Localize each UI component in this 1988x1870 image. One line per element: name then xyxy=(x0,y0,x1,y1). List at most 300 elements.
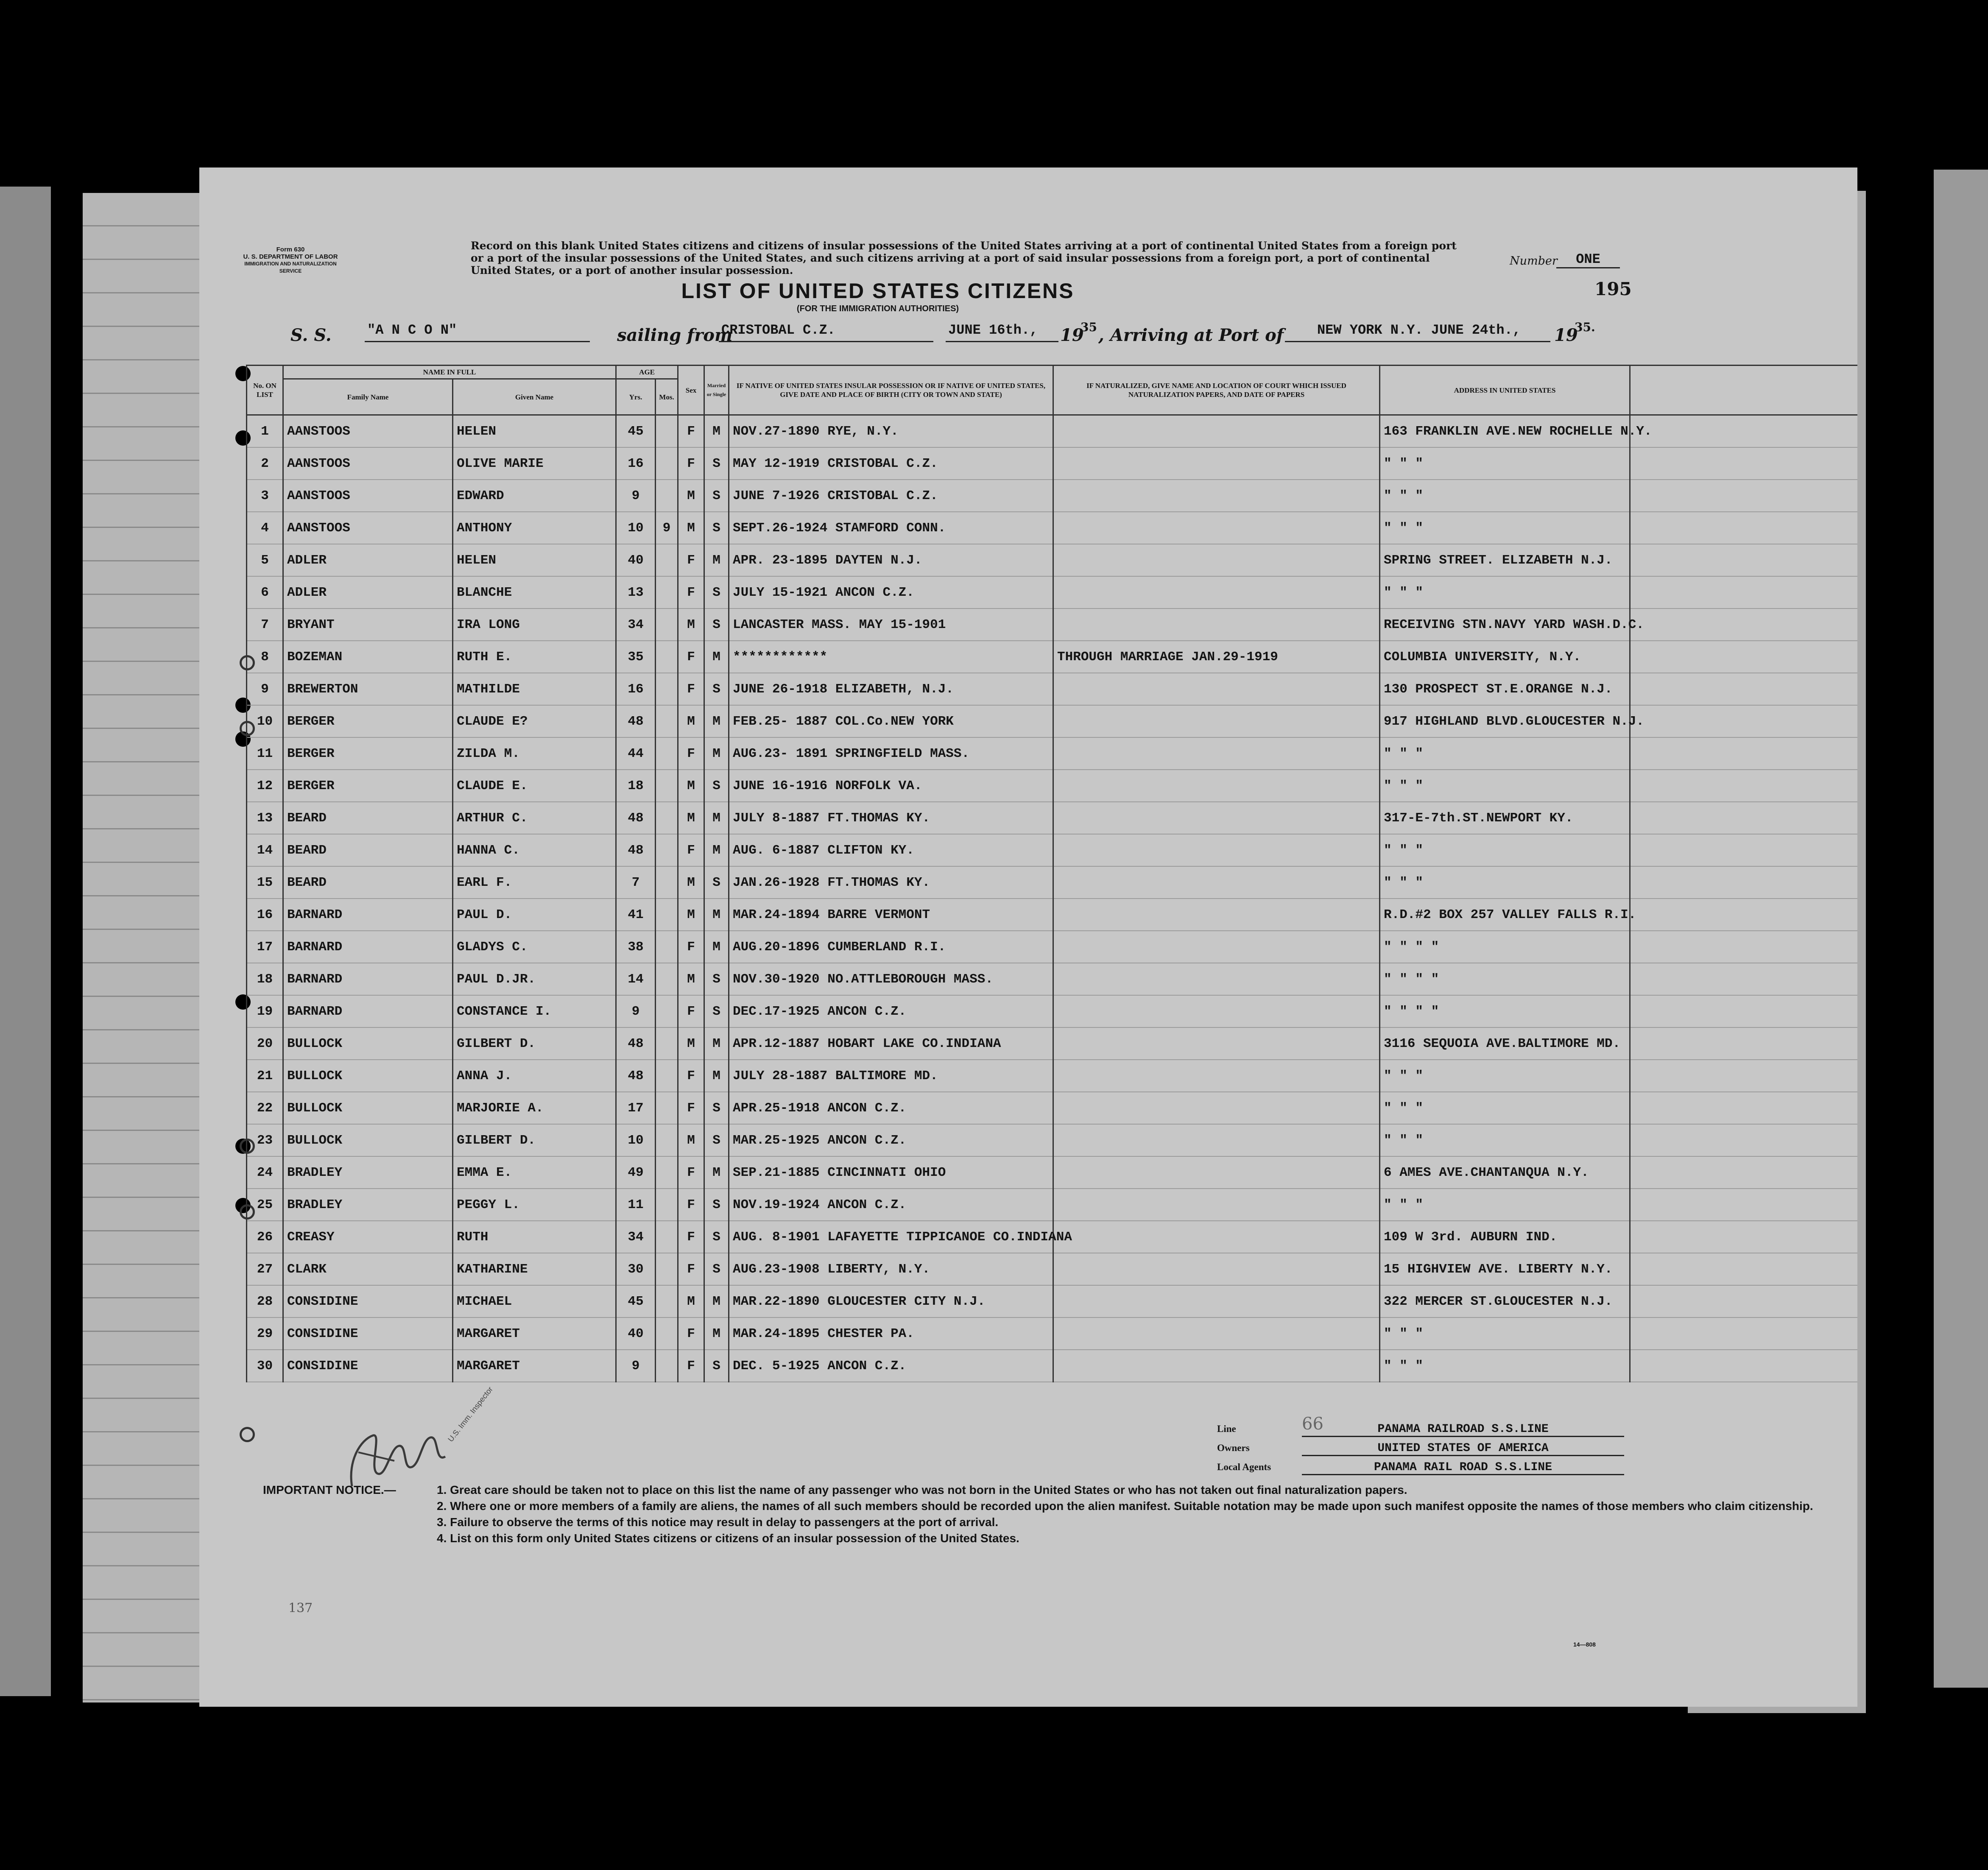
manifest-page xyxy=(199,167,1857,1707)
table-row xyxy=(247,705,1858,737)
marital-status: M xyxy=(704,705,729,737)
age-months xyxy=(656,834,678,866)
record-instructions: Record on this blank United States citizens and citizens of insular possessions of the United States arriving at a port of continental United States from a foreign port or a port of the insular possessions of the United States, and such citizens arriving at a port of said insular possessions from a foreign port, a port of continental United States, or a port of another insular possession. xyxy=(471,240,1457,276)
printer-code: 14—808 xyxy=(1573,1641,1596,1648)
age-years: 17 xyxy=(616,1092,656,1124)
table-row xyxy=(247,737,1858,770)
table-row xyxy=(247,1189,1858,1221)
marital-status: M xyxy=(704,802,729,834)
family-name: BEARD xyxy=(283,802,453,834)
family-name: BULLOCK xyxy=(283,1092,453,1124)
table-row xyxy=(247,1285,1858,1317)
birth-date-place: AUG. 6-1887 CLIFTON KY. xyxy=(729,834,1053,866)
age-months xyxy=(656,608,678,641)
birth-date-place: DEC. 5-1925 ANCON C.Z. xyxy=(729,1350,1053,1382)
age-months xyxy=(656,1221,678,1253)
age-months xyxy=(656,737,678,770)
row-number: 4 xyxy=(247,512,283,544)
ship-name: "A N C O N" xyxy=(365,322,590,342)
marital-status: M xyxy=(704,1156,729,1189)
row-number: 5 xyxy=(247,544,283,576)
us-address: " " " " xyxy=(1380,995,1630,1027)
notice-lead: IMPORTANT NOTICE.— xyxy=(263,1483,396,1496)
us-address: " " " xyxy=(1380,1317,1630,1350)
age-months xyxy=(656,1060,678,1092)
blank-cell xyxy=(1630,1285,1857,1317)
blank-cell xyxy=(1630,995,1857,1027)
age-years: 48 xyxy=(616,1027,656,1060)
row-number: 21 xyxy=(247,1060,283,1092)
family-name: AANSTOOS xyxy=(283,480,453,512)
row-number: 1 xyxy=(247,415,283,448)
sex: F xyxy=(678,1221,704,1253)
marital-status: M xyxy=(704,1060,729,1092)
row-number: 13 xyxy=(247,802,283,834)
given-name: IRA LONG xyxy=(453,608,616,641)
birth-date-place: JULY 28-1887 BALTIMORE MD. xyxy=(729,1060,1053,1092)
passenger-rows xyxy=(247,415,1858,1382)
sex: F xyxy=(678,641,704,673)
line-row xyxy=(1217,1423,1624,1440)
naturalization xyxy=(1053,802,1380,834)
marital-status: S xyxy=(704,1221,729,1253)
marital-status: S xyxy=(704,1124,729,1156)
sex: M xyxy=(678,1027,704,1060)
table-row xyxy=(247,963,1858,995)
age-years: 18 xyxy=(616,770,656,802)
birth-date-place: MAY 12-1919 CRISTOBAL C.Z. xyxy=(729,447,1053,480)
age-months xyxy=(656,802,678,834)
table-row xyxy=(247,1124,1858,1156)
us-address: " " " xyxy=(1380,834,1630,866)
age-months xyxy=(656,1124,678,1156)
age-months xyxy=(656,705,678,737)
birth-date-place: SEPT.26-1924 STAMFORD CONN. xyxy=(729,512,1053,544)
age-months xyxy=(656,480,678,512)
family-name: BRADLEY xyxy=(283,1156,453,1189)
sex: F xyxy=(678,834,704,866)
sex: F xyxy=(678,1253,704,1285)
sex: M xyxy=(678,1285,704,1317)
header-married-single: Married or Single xyxy=(704,366,729,415)
family-name: CREASY xyxy=(283,1221,453,1253)
sailing-from-label: sailing from xyxy=(617,325,733,345)
sex: M xyxy=(678,608,704,641)
sex: F xyxy=(678,931,704,963)
sail-year: 35 xyxy=(1081,320,1097,334)
row-number: 18 xyxy=(247,963,283,995)
age-years: 35 xyxy=(616,641,656,673)
sex: M xyxy=(678,480,704,512)
us-address: 317-E-7th.ST.NEWPORT KY. xyxy=(1380,802,1630,834)
blank-cell xyxy=(1630,1060,1857,1092)
header-family-name: Family Name xyxy=(283,379,453,415)
table-row xyxy=(247,1350,1858,1382)
us-address: 109 W 3rd. AUBURN IND. xyxy=(1380,1221,1630,1253)
us-address: " " " xyxy=(1380,1060,1630,1092)
row-number: 26 xyxy=(247,1221,283,1253)
row-number: 6 xyxy=(247,576,283,608)
age-months xyxy=(656,1189,678,1221)
marital-status: S xyxy=(704,608,729,641)
us-address: 15 HIGHVIEW AVE. LIBERTY N.Y. xyxy=(1380,1253,1630,1285)
us-address: " " " xyxy=(1380,480,1630,512)
given-name: HANNA C. xyxy=(453,834,616,866)
passenger-table xyxy=(246,365,1857,1382)
marital-status: S xyxy=(704,1189,729,1221)
age-months xyxy=(656,866,678,899)
birth-date-place: AUG.20-1896 CUMBERLAND R.I. xyxy=(729,931,1053,963)
marital-status: M xyxy=(704,899,729,931)
blank-cell xyxy=(1630,770,1857,802)
given-name: CONSTANCE I. xyxy=(453,995,616,1027)
row-number: 2 xyxy=(247,447,283,480)
row-number: 25 xyxy=(247,1189,283,1221)
marital-status: S xyxy=(704,480,729,512)
row-number: 15 xyxy=(247,866,283,899)
naturalization xyxy=(1053,866,1380,899)
age-months xyxy=(656,544,678,576)
marital-status: S xyxy=(704,1253,729,1285)
header-age: AGE xyxy=(616,366,678,379)
family-name: BARNARD xyxy=(283,931,453,963)
sex: F xyxy=(678,1092,704,1124)
us-address: RECEIVING STN.NAVY YARD WASH.D.C. xyxy=(1380,608,1630,641)
arrival-year: 35. xyxy=(1575,320,1595,334)
family-name: BREWERTON xyxy=(283,673,453,705)
table-row xyxy=(247,447,1858,480)
birth-date-place: MAR.24-1895 CHESTER PA. xyxy=(729,1317,1053,1350)
adjacent-page-strip-right xyxy=(1934,170,1988,1688)
age-months xyxy=(656,1317,678,1350)
given-name: MARGARET xyxy=(453,1350,616,1382)
given-name: GILBERT D. xyxy=(453,1124,616,1156)
row-number: 9 xyxy=(247,673,283,705)
family-name: BERGER xyxy=(283,770,453,802)
sex: M xyxy=(678,705,704,737)
sex: F xyxy=(678,673,704,705)
age-years: 48 xyxy=(616,802,656,834)
naturalization xyxy=(1053,1156,1380,1189)
table-row xyxy=(247,1221,1858,1253)
row-number: 16 xyxy=(247,899,283,931)
given-name: BLANCHE xyxy=(453,576,616,608)
marital-status: M xyxy=(704,1285,729,1317)
age-months xyxy=(656,1350,678,1382)
age-years: 9 xyxy=(616,1350,656,1382)
naturalization xyxy=(1053,576,1380,608)
us-address: 917 HIGHLAND BLVD.GLOUCESTER N.J. xyxy=(1380,705,1630,737)
notice-item: 3. Failure to observe the terms of this notice may result in delay to passengers at the port of arrival. xyxy=(437,1516,999,1529)
marital-status: S xyxy=(704,770,729,802)
table-row xyxy=(247,1253,1858,1285)
blank-cell xyxy=(1630,963,1857,995)
birth-date-place: FEB.25- 1887 COL.Co.NEW YORK xyxy=(729,705,1053,737)
adjacent-page-strip-left xyxy=(0,187,51,1696)
us-address: R.D.#2 BOX 257 VALLEY FALLS R.I. xyxy=(1380,899,1630,931)
inspector-title: U.S. Imm. Inspector xyxy=(446,1385,494,1444)
row-number: 24 xyxy=(247,1156,283,1189)
given-name: HELEN xyxy=(453,415,616,448)
family-name: CONSIDINE xyxy=(283,1317,453,1350)
row-number: 14 xyxy=(247,834,283,866)
agents-label: Local Agents xyxy=(1217,1462,1271,1472)
header-birth-place: IF NATIVE OF UNITED STATES INSULAR POSSESSION OR IF NATIVE OF UNITED STATES, GIVE DATE AND PLACE OF BIRTH (CITY OR TOWN AND STATE) xyxy=(729,366,1053,415)
us-address: 6 AMES AVE.CHANTANQUA N.Y. xyxy=(1380,1156,1630,1189)
age-months xyxy=(656,963,678,995)
age-months xyxy=(656,1253,678,1285)
given-name: EARL F. xyxy=(453,866,616,899)
row-number: 3 xyxy=(247,480,283,512)
naturalization xyxy=(1053,1027,1380,1060)
notice-item: 4. List on this form only United States citizens or citizens of an insular possession of the United States. xyxy=(437,1532,1019,1545)
table-row xyxy=(247,899,1858,931)
blank-cell xyxy=(1630,802,1857,834)
age-years: 48 xyxy=(616,1060,656,1092)
age-years: 48 xyxy=(616,705,656,737)
age-years: 34 xyxy=(616,1221,656,1253)
us-address: " " " xyxy=(1380,737,1630,770)
age-years: 40 xyxy=(616,1317,656,1350)
ss-label: S. S. xyxy=(290,325,332,345)
birth-date-place: NOV.30-1920 NO.ATTLEBOROUGH MASS. xyxy=(729,963,1053,995)
given-name: GLADYS C. xyxy=(453,931,616,963)
age-months xyxy=(656,931,678,963)
given-name: MICHAEL xyxy=(453,1285,616,1317)
row-number: 22 xyxy=(247,1092,283,1124)
binder-hole xyxy=(240,1427,255,1442)
given-name: CLAUDE E. xyxy=(453,770,616,802)
age-years: 45 xyxy=(616,1285,656,1317)
us-address: COLUMBIA UNIVERSITY, N.Y. xyxy=(1380,641,1630,673)
age-months xyxy=(656,576,678,608)
age-months xyxy=(656,1156,678,1189)
naturalization xyxy=(1053,608,1380,641)
age-months xyxy=(656,641,678,673)
naturalization xyxy=(1053,415,1380,448)
given-name: MARGARET xyxy=(453,1317,616,1350)
naturalization xyxy=(1053,512,1380,544)
blank-cell xyxy=(1630,1189,1857,1221)
birth-date-place: JUNE 26-1918 ELIZABETH, N.J. xyxy=(729,673,1053,705)
blank-cell xyxy=(1630,608,1857,641)
header-given-name: Given Name xyxy=(453,379,616,415)
marital-status: S xyxy=(704,447,729,480)
handwritten-number: 137 xyxy=(288,1601,313,1616)
family-name: CONSIDINE xyxy=(283,1285,453,1317)
sex: M xyxy=(678,963,704,995)
naturalization xyxy=(1053,544,1380,576)
marital-status: S xyxy=(704,512,729,544)
given-name: RUTH xyxy=(453,1221,616,1253)
age-months xyxy=(656,1285,678,1317)
birth-date-place: NOV.19-1924 ANCON C.Z. xyxy=(729,1189,1053,1221)
line-value: PANAMA RAILROAD S.S.LINE xyxy=(1302,1423,1624,1437)
naturalization xyxy=(1053,1092,1380,1124)
marital-status: S xyxy=(704,1350,729,1382)
us-address: 3116 SEQUOIA AVE.BALTIMORE MD. xyxy=(1380,1027,1630,1060)
given-name: CLAUDE E? xyxy=(453,705,616,737)
table-row xyxy=(247,512,1858,544)
birth-date-place: ************ xyxy=(729,641,1053,673)
family-name: BARNARD xyxy=(283,963,453,995)
age-months xyxy=(656,770,678,802)
family-name: BULLOCK xyxy=(283,1060,453,1092)
age-months xyxy=(656,1027,678,1060)
given-name: KATHARINE xyxy=(453,1253,616,1285)
naturalization xyxy=(1053,1060,1380,1092)
row-number: 29 xyxy=(247,1317,283,1350)
marital-status: S xyxy=(704,576,729,608)
naturalization xyxy=(1053,1221,1380,1253)
age-years: 16 xyxy=(616,447,656,480)
departure-port: CRISTOBAL C.Z. xyxy=(719,322,933,342)
family-name: BEARD xyxy=(283,866,453,899)
sex: M xyxy=(678,1124,704,1156)
us-address: " " " xyxy=(1380,512,1630,544)
table-row xyxy=(247,866,1858,899)
naturalization xyxy=(1053,480,1380,512)
us-address: " " " xyxy=(1380,866,1630,899)
family-name: BOZEMAN xyxy=(283,641,453,673)
us-address: 163 FRANKLIN AVE.NEW ROCHELLE N.Y. xyxy=(1380,415,1630,448)
naturalization xyxy=(1053,834,1380,866)
given-name: ZILDA M. xyxy=(453,737,616,770)
marital-status: M xyxy=(704,641,729,673)
age-months xyxy=(656,447,678,480)
blank-cell xyxy=(1630,931,1857,963)
agents-row xyxy=(1217,1461,1624,1478)
family-name: BRYANT xyxy=(283,608,453,641)
header-months: Mos. xyxy=(656,379,678,415)
sex: M xyxy=(678,866,704,899)
row-number: 23 xyxy=(247,1124,283,1156)
age-months: 9 xyxy=(656,512,678,544)
notice-item: 2. Where one or more members of a family are aliens, the names of all such members should be recorded upon the alien manifest. Suitable notation may be made upon such manifest opposite the names of those members who claim citizenship. xyxy=(437,1499,1813,1513)
marital-status: M xyxy=(704,415,729,448)
number-label: Number xyxy=(1510,254,1558,268)
family-name: BARNARD xyxy=(283,995,453,1027)
naturalization xyxy=(1053,1189,1380,1221)
marital-status: S xyxy=(704,673,729,705)
blank-cell xyxy=(1630,1253,1857,1285)
row-number: 17 xyxy=(247,931,283,963)
blank-cell xyxy=(1630,544,1857,576)
family-name: CONSIDINE xyxy=(283,1350,453,1382)
marital-status: M xyxy=(704,834,729,866)
age-years: 41 xyxy=(616,899,656,931)
age-years: 45 xyxy=(616,415,656,448)
naturalization xyxy=(1053,447,1380,480)
birth-date-place: MAR.22-1890 GLOUCESTER CITY N.J. xyxy=(729,1285,1053,1317)
row-number: 10 xyxy=(247,705,283,737)
marital-status: M xyxy=(704,1027,729,1060)
arrival-port-date: NEW YORK N.Y. JUNE 24th., xyxy=(1285,322,1550,342)
marital-status: S xyxy=(704,866,729,899)
blank-cell xyxy=(1630,673,1857,705)
age-years: 10 xyxy=(616,512,656,544)
birth-date-place: JUNE 16-1916 NORFOLK VA. xyxy=(729,770,1053,802)
sex: F xyxy=(678,737,704,770)
blank-cell xyxy=(1630,1317,1857,1350)
sex: F xyxy=(678,576,704,608)
family-name: CLARK xyxy=(283,1253,453,1285)
header-address: ADDRESS IN UNITED STATES xyxy=(1380,366,1630,415)
naturalization xyxy=(1053,899,1380,931)
age-years: 34 xyxy=(616,608,656,641)
sex: F xyxy=(678,1060,704,1092)
header-blank xyxy=(1630,366,1857,415)
line-label: Line xyxy=(1217,1423,1236,1434)
naturalization xyxy=(1053,705,1380,737)
blank-cell xyxy=(1630,415,1857,448)
family-name: BERGER xyxy=(283,705,453,737)
sex: F xyxy=(678,995,704,1027)
sex: M xyxy=(678,899,704,931)
blank-cell xyxy=(1630,576,1857,608)
age-years: 30 xyxy=(616,1253,656,1285)
notice-items xyxy=(437,1482,1819,1546)
naturalization xyxy=(1053,1285,1380,1317)
table-row xyxy=(247,608,1858,641)
arrival-year-prefix: 19 xyxy=(1554,325,1578,345)
us-address: " " " xyxy=(1380,770,1630,802)
age-years: 10 xyxy=(616,1124,656,1156)
handwritten-number: 66 xyxy=(1302,1414,1323,1434)
birth-date-place: JUNE 7-1926 CRISTOBAL C.Z. xyxy=(729,480,1053,512)
underlying-ledger-sheet xyxy=(83,193,210,1703)
header-sex: Sex xyxy=(678,366,704,415)
owners-row xyxy=(1217,1442,1624,1459)
naturalization xyxy=(1053,963,1380,995)
birth-date-place: NOV.27-1890 RYE, N.Y. xyxy=(729,415,1053,448)
table-row xyxy=(247,995,1858,1027)
age-years: 9 xyxy=(616,995,656,1027)
blank-cell xyxy=(1630,834,1857,866)
birth-date-place: LANCASTER MASS. MAY 15-1901 xyxy=(729,608,1053,641)
birth-date-place: APR.12-1887 HOBART LAKE CO.INDIANA xyxy=(729,1027,1053,1060)
row-number: 7 xyxy=(247,608,283,641)
table-row xyxy=(247,1317,1858,1350)
given-name: ANTHONY xyxy=(453,512,616,544)
age-years: 16 xyxy=(616,673,656,705)
form-identifier xyxy=(237,246,343,275)
family-name: BULLOCK xyxy=(283,1124,453,1156)
departure-date: JUNE 16th., xyxy=(946,322,1058,342)
birth-date-place: JULY 8-1887 FT.THOMAS KY. xyxy=(729,802,1053,834)
birth-date-place: APR.25-1918 ANCON C.Z. xyxy=(729,1092,1053,1124)
table-row xyxy=(247,1156,1858,1189)
us-address: " " " xyxy=(1380,1092,1630,1124)
age-years: 49 xyxy=(616,1156,656,1189)
blank-cell xyxy=(1630,1156,1857,1189)
blank-cell xyxy=(1630,1027,1857,1060)
blank-cell xyxy=(1630,641,1857,673)
table-row xyxy=(247,415,1858,448)
row-number: 30 xyxy=(247,1350,283,1382)
blank-cell xyxy=(1630,1092,1857,1124)
family-name: BRADLEY xyxy=(283,1189,453,1221)
arriving-label: , Arriving at Port of xyxy=(1098,325,1284,345)
age-months xyxy=(656,415,678,448)
sex: F xyxy=(678,1156,704,1189)
row-number: 12 xyxy=(247,770,283,802)
sex: F xyxy=(678,415,704,448)
blank-cell xyxy=(1630,1221,1857,1253)
blank-cell xyxy=(1630,1350,1857,1382)
naturalization xyxy=(1053,995,1380,1027)
us-address: " " " xyxy=(1380,1350,1630,1382)
